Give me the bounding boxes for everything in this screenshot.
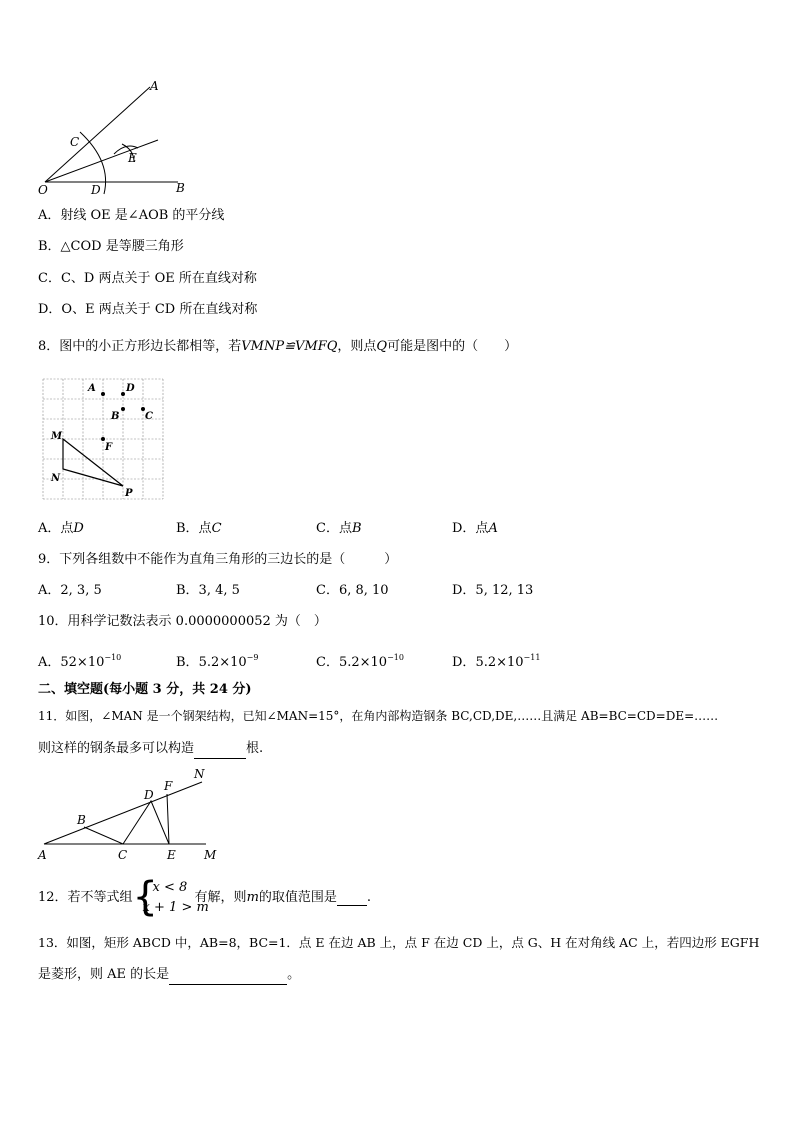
label-b: B xyxy=(176,181,185,195)
q8-option-b: B．点C xyxy=(176,521,222,536)
q7-option-c: C．C、D 两点关于 OE 所在直线对称 xyxy=(38,271,257,286)
point-b xyxy=(121,407,125,411)
fig11-label-c: C xyxy=(118,848,128,862)
q9-option-b: B．3, 4, 5 xyxy=(176,583,240,598)
steel-bars xyxy=(84,794,169,844)
label-c: C xyxy=(70,135,80,149)
q10-option-a: A．$52\times 10^{-10}$ xyxy=(38,653,122,670)
ray-an xyxy=(44,782,202,844)
label-a: A xyxy=(150,79,159,93)
fig11-label-e: E xyxy=(167,848,176,862)
q12-line: 12．若不等式组 { x < 8 x + 1 > m 有解，则m的取值范围是 . xyxy=(38,873,372,920)
brace-icon: { xyxy=(132,873,158,920)
q10-option-b: B．$5.2\times 10^{-9}$ xyxy=(176,653,259,670)
q8-option-d: D．点A xyxy=(452,521,498,536)
q13-line1: 13．如图，矩形 ABCD 中，AB=8，BC=1．点 E 在边 AB 上，点 F 在边 CD 上，点 G、H 在对角线 AC 上，若四边形 EGFH xyxy=(38,935,760,950)
q12-answer-blank[interactable] xyxy=(337,891,367,906)
grid-label-b: B xyxy=(111,411,120,422)
q10-stem: 10．用科学记数法表示 0.0000000052 为（ ） xyxy=(38,614,327,629)
inequality-system: { x < 8 x + 1 > m xyxy=(132,873,209,920)
steel-frame-figure xyxy=(34,764,224,864)
ray-oa xyxy=(45,87,150,182)
grid-label-n: N xyxy=(51,473,61,484)
fig11-label-a: A xyxy=(38,848,47,862)
q8-option-a: A．点D xyxy=(38,521,84,536)
angle-bisector-figure xyxy=(30,72,210,202)
q7-option-d: D．O、E 两点关于 CD 所在直线对称 xyxy=(38,302,258,317)
fig11-label-b: B xyxy=(77,813,86,827)
fig11-label-n: N xyxy=(194,767,205,781)
grid-label-f: F xyxy=(105,442,113,453)
q13-answer-blank[interactable] xyxy=(169,966,287,985)
congruence-expr: VMNP≌VMFQ xyxy=(241,339,338,354)
q11-answer-blank[interactable] xyxy=(194,740,246,759)
q11-line1: 11．如图，∠MAN 是一个钢架结构，已知∠MAN=15°，在角内部构造钢条 BC,CD,DE,……且满足 AB=BC=CD=DE=…… xyxy=(38,709,719,723)
fig11-label-f: F xyxy=(164,779,173,793)
label-o: O xyxy=(38,183,48,197)
q9-stem: 9．下列各组数中不能作为直角三角形的三边长的是（ ） xyxy=(38,552,398,567)
q7-option-a: A．射线 OE 是∠AOB 的平分线 xyxy=(38,208,225,223)
point-a xyxy=(101,392,105,396)
q11-line2: 则这样的钢条最多可以构造 根. xyxy=(38,740,263,759)
label-e: E xyxy=(128,151,137,165)
q8-option-c: C．点B xyxy=(316,521,362,536)
q9-option-a: A．2, 3, 5 xyxy=(38,583,102,598)
q9-option-d: D．5, 12, 13 xyxy=(452,583,534,598)
grid-label-d: D xyxy=(126,383,135,394)
q13-line2: 是菱形，则 AE 的长是 。 xyxy=(38,966,300,985)
point-d xyxy=(121,392,125,396)
grid-label-p: P xyxy=(125,488,133,499)
q7-option-b: B．△COD 是等腰三角形 xyxy=(38,239,184,254)
section-heading: 二、填空题(每小题 3 分，共 24 分) xyxy=(38,682,252,697)
point-f xyxy=(101,437,105,441)
q10-option-c: C．$5.2\times 10^{-10}$ xyxy=(316,653,404,670)
q8-stem: 8．图中的小正方形边长都相等，若VMNP≌VMFQ，则点Q可能是图中的（ ） xyxy=(38,339,518,354)
label-d: D xyxy=(91,183,101,197)
q10-option-d: D．$5.2\times 10^{-11}$ xyxy=(452,653,541,670)
grid-label-a: A xyxy=(88,383,96,394)
q9-option-c: C．6, 8, 10 xyxy=(316,583,389,598)
grid-label-c: C xyxy=(145,411,153,422)
fig11-label-m: M xyxy=(204,848,217,862)
fig11-label-d: D xyxy=(144,788,154,802)
grid-label-m: M xyxy=(51,431,63,442)
grid-figure xyxy=(38,374,170,506)
